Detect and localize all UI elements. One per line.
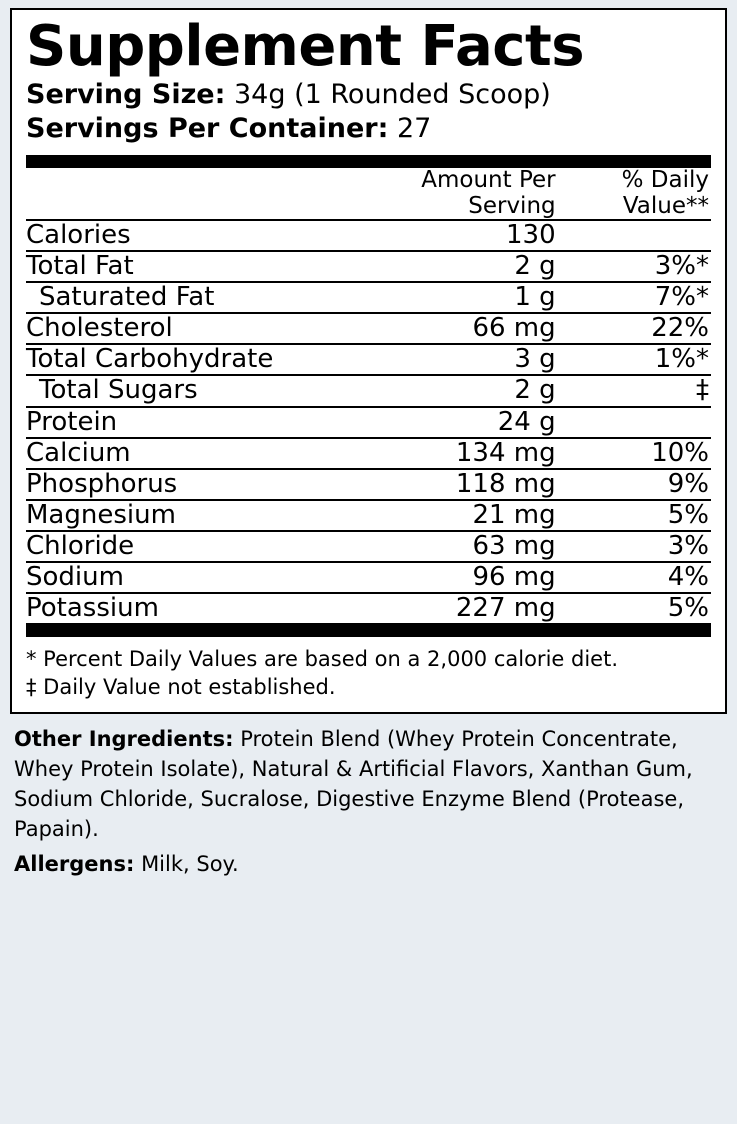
row-name: Protein: [26, 407, 345, 438]
row-daily-value: [560, 220, 711, 251]
row-amount: 3 g: [345, 344, 559, 375]
allergens-paragraph: [14, 844, 725, 880]
table-row: [26, 469, 711, 500]
serving-size-label: Serving Size:: [26, 79, 226, 111]
row-daily-value: 7%*: [560, 282, 711, 313]
table-row: [26, 562, 711, 593]
table-row: [26, 500, 711, 531]
servings-per-container-line: [26, 112, 711, 146]
allergens-text: Milk, Soy.: [141, 852, 239, 877]
row-daily-value: 5%: [560, 500, 711, 531]
table-row: [26, 313, 711, 344]
divider-thick-bottom: [26, 623, 711, 637]
row-daily-value: 10%: [560, 438, 711, 469]
row-amount: 24 g: [345, 407, 559, 438]
serving-size-line: [26, 78, 711, 112]
page-title: Supplement Facts: [26, 14, 585, 79]
row-daily-value: 4%: [560, 562, 711, 593]
row-daily-value: 9%: [560, 469, 711, 500]
row-amount: 227 mg: [345, 593, 559, 623]
row-amount: 130: [345, 220, 559, 251]
row-daily-value: 3%: [560, 531, 711, 562]
table-row: [26, 438, 711, 469]
row-amount: 2 g: [345, 375, 559, 406]
row-name: Sodium: [26, 562, 345, 593]
other-ingredients-text: Protein Blend (Whey Protein Concentrate, Whey Protein Isolate), Natural & Artificial Flavors, Xanthan Gum, Sodium Chloride, Sucralose, Digestive Enzyme Blend (Protease, Papain).: [14, 727, 693, 841]
footnote-daily-value: * Percent Daily Values are based on a 2,000 calorie diet.: [26, 647, 618, 672]
row-daily-value: 22%: [560, 313, 711, 344]
row-name: Total Fat: [26, 251, 345, 282]
row-daily-value: [560, 407, 711, 438]
row-name: Saturated Fat: [26, 282, 345, 313]
table-row: [26, 407, 711, 438]
row-daily-value: 1%*: [560, 344, 711, 375]
table-header-row: [26, 168, 711, 220]
row-amount: 21 mg: [345, 500, 559, 531]
table-row: [26, 375, 711, 406]
allergens-label: Allergens:: [14, 852, 135, 877]
footnotes: [26, 637, 711, 702]
header-daily-value: % Daily Value**: [621, 167, 709, 219]
table-row: [26, 593, 711, 623]
row-name: Calories: [26, 220, 345, 251]
table-row: [26, 251, 711, 282]
table-row: [26, 344, 711, 375]
row-amount: 134 mg: [345, 438, 559, 469]
other-ingredients-paragraph: [14, 725, 725, 844]
header-amount-per-serving: Amount Per Serving: [421, 167, 556, 219]
row-amount: 66 mg: [345, 313, 559, 344]
row-name: Chloride: [26, 531, 345, 562]
row-name: Cholesterol: [26, 313, 345, 344]
header-blank: [26, 168, 345, 220]
row-amount: 96 mg: [345, 562, 559, 593]
row-name: Phosphorus: [26, 469, 345, 500]
servings-per-container-label: Servings Per Container:: [26, 113, 389, 145]
row-amount: 118 mg: [345, 469, 559, 500]
row-name: Potassium: [26, 593, 345, 623]
row-name: Total Carbohydrate: [26, 344, 345, 375]
row-amount: 2 g: [345, 251, 559, 282]
row-amount: 1 g: [345, 282, 559, 313]
servings-per-container-value: 27: [396, 113, 432, 145]
row-amount: 63 mg: [345, 531, 559, 562]
table-row: [26, 220, 711, 251]
row-name: Calcium: [26, 438, 345, 469]
footnote-not-established: ‡ Daily Value not established.: [26, 675, 336, 700]
serving-size-value: 34g (1 Rounded Scoop): [234, 79, 551, 111]
row-name: Total Sugars: [26, 375, 345, 406]
row-name: Magnesium: [26, 500, 345, 531]
table-row: [26, 531, 711, 562]
supplement-facts-panel: [10, 8, 727, 714]
table-row: [26, 282, 711, 313]
other-ingredients-section: [10, 714, 727, 880]
row-daily-value: ‡: [560, 375, 711, 406]
divider-thick-top: [26, 155, 711, 168]
nutrition-table-body: [26, 168, 711, 623]
other-ingredients-label: Other Ingredients:: [14, 727, 234, 752]
nutrition-table: [26, 168, 711, 623]
row-daily-value: 3%*: [560, 251, 711, 282]
row-daily-value: 5%: [560, 593, 711, 623]
